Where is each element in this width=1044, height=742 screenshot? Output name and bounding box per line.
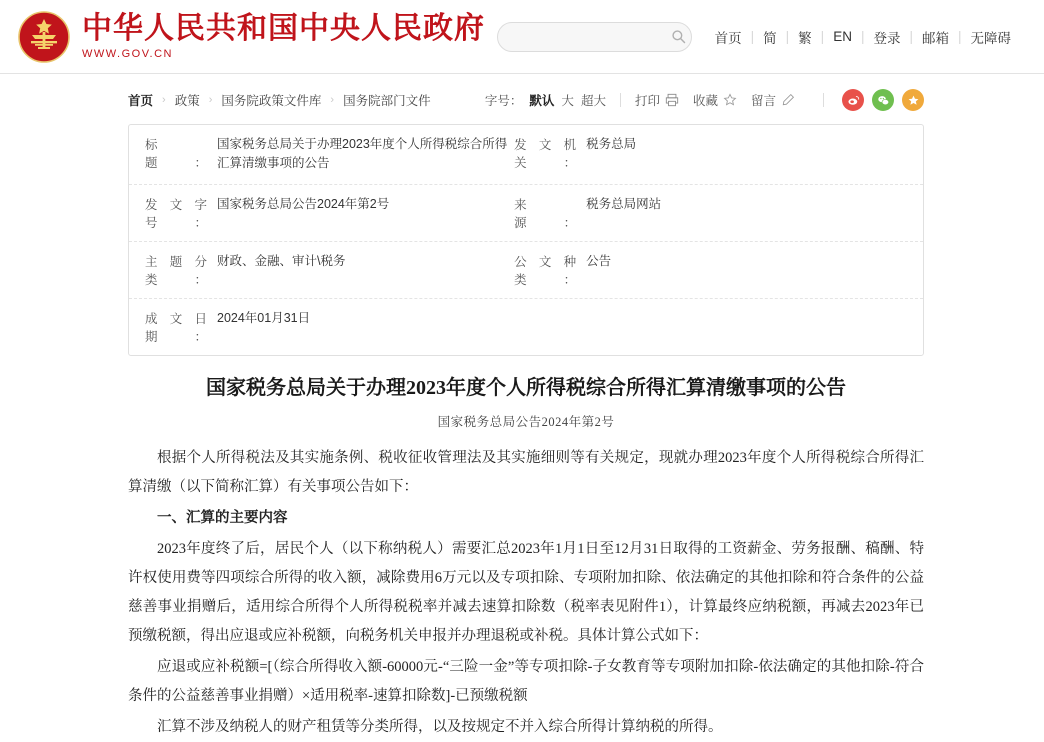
print-button[interactable] — [635, 91, 679, 109]
font-size-extra-large[interactable]: 超大 — [580, 94, 606, 108]
breadcrumb-separator: › — [162, 94, 166, 106]
top-link-login[interactable]: 登录 — [873, 30, 901, 46]
favorite-button[interactable] — [693, 91, 737, 109]
meta-cell-source — [510, 185, 923, 241]
printer-icon — [665, 93, 679, 107]
meta-label-doctype: 公文种类： — [514, 254, 577, 287]
search-input[interactable] — [512, 29, 671, 45]
site-header — [0, 0, 1044, 74]
top-link-accessibility[interactable]: 无障碍 — [970, 30, 1011, 46]
meta-label-date: 成文日期： — [145, 311, 207, 344]
pencil-icon — [781, 93, 795, 107]
document-number: 国家税务总局公告2024年第2号 — [437, 414, 615, 429]
meta-value-docnumber: 国家税务总局公告2024年第2号 — [217, 196, 390, 211]
top-link-home[interactable]: 首页 — [714, 30, 742, 46]
message-label: 留言 — [750, 94, 776, 108]
meta-value-source: 税务总局网站 — [586, 196, 662, 211]
article-paragraph: 汇算不涉及纳税人的财产租赁等分类所得，以及按规定不并入综合所得计算纳税的所得。 — [157, 718, 723, 735]
top-link-traditional[interactable]: 繁 — [798, 30, 812, 46]
font-size-label: 字号： — [484, 94, 523, 108]
page-title: 国家税务总局关于办理2023年度个人所得税综合所得汇算清缴事项的公告 — [206, 376, 846, 399]
wechat-icon — [877, 94, 890, 107]
article-paragraph: 应退或应补税额=[（综合所得收入额-60000元-“三险一金”等专项扣除-子女教育等专项附加扣除-依法确定的其他扣除-符合条件的公益慈善事业捐赠）×适用税率-速算扣除数]-已预缴税额 — [128, 658, 924, 704]
meta-cell-docnumber — [129, 185, 510, 241]
top-link-separator: | — [785, 29, 790, 44]
favorite-share-button[interactable] — [902, 89, 924, 111]
breadcrumb-item-department-docs[interactable]: 国务院部门文件 — [343, 94, 431, 108]
meta-label-docnumber: 发文字号： — [145, 197, 207, 230]
document-toolbar — [485, 89, 924, 111]
article-paragraph: 根据个人所得税法及其实施条例、税收征收管理法及其实施细则等有关规定，现就办理2023年度个人所得税综合所得汇算清缴（以下简称汇算）有关事项公告如下： — [128, 449, 924, 495]
breadcrumb-item-policy-library[interactable]: 国务院政策文件库 — [221, 94, 322, 108]
article-section-heading: 一、汇算的主要内容 — [157, 509, 288, 526]
article — [128, 374, 924, 742]
favorite-label: 收藏 — [692, 94, 718, 108]
breadcrumb-separator: › — [208, 94, 213, 106]
search-box[interactable] — [497, 22, 692, 52]
meta-label-category: 主题分类： — [145, 254, 207, 287]
font-size-large[interactable]: 大 — [561, 94, 574, 108]
breadcrumb-item-home[interactable]: 首页 — [128, 94, 154, 108]
meta-cell-issuer — [510, 125, 923, 184]
star-outline-icon — [723, 93, 737, 107]
brand — [82, 13, 485, 61]
meta-label-source: 来 源： — [514, 197, 577, 230]
top-link-english[interactable]: EN — [833, 29, 852, 44]
meta-cell-date — [129, 299, 923, 355]
weibo-icon — [847, 94, 860, 107]
article-body — [128, 444, 924, 742]
meta-row — [129, 242, 923, 299]
meta-cell-doctype — [510, 242, 923, 298]
wechat-share-button[interactable] — [872, 89, 894, 111]
top-link-mail[interactable]: 邮箱 — [921, 30, 949, 46]
meta-label-issuer: 发文机关： — [514, 138, 577, 170]
top-links — [706, 27, 1020, 47]
meta-row — [129, 299, 923, 355]
meta-value-doctype: 公告 — [586, 253, 612, 268]
header-right — [497, 22, 1020, 52]
brand-subtitle: WWW.GOV.CN — [82, 48, 173, 61]
article-paragraph: 2023年度终了后，居民个人（以下称纳税人）需要汇总2023年1月1日至12月31日取得的工资薪金、劳务报酬、稿酬、特许权使用费等四项综合所得的收入额，减除费用6万元以及专项扣除、专项附加扣除、依法确定的其他扣除和符合条件的公益慈善事业捐赠后，适用综合所得个人所得税税率并减去速算扣除数（税率表见附件1），计算最终应纳税额，再减去2023年已预缴税额，得出应退或应补税额，向税务机关申报并办理退税或补税。具体计算公式如下： — [128, 540, 924, 644]
top-link-simplified[interactable]: 简 — [763, 30, 777, 46]
share-buttons — [842, 89, 924, 111]
meta-value-date: 2024年01月31日 — [217, 310, 311, 325]
document-meta-table — [128, 124, 924, 356]
meta-value-title: 国家税务总局关于办理2023年度个人所得税综合所得汇算清缴事项的公告 — [217, 137, 508, 171]
meta-cell-category — [129, 242, 510, 298]
meta-label-title: 标 题： — [145, 138, 207, 170]
meta-row — [129, 125, 923, 185]
toolbar-divider — [620, 93, 621, 107]
meta-row — [129, 185, 923, 242]
breadcrumb-separator: › — [330, 94, 335, 106]
top-link-separator: | — [750, 29, 755, 44]
print-label: 打印 — [634, 94, 660, 108]
top-link-separator: | — [909, 29, 913, 44]
star-icon — [907, 94, 920, 107]
meta-value-category: 财政、金融、审计\税务 — [217, 253, 346, 268]
font-size-control — [485, 91, 606, 109]
message-button[interactable] — [751, 91, 795, 109]
top-link-separator: | — [957, 29, 962, 44]
top-link-separator: | — [860, 29, 865, 44]
brand-title: 中华人民共和国中央人民政府 — [82, 11, 485, 45]
toolbar-divider — [823, 93, 824, 107]
search-icon[interactable] — [671, 29, 686, 44]
breadcrumb-item-policy[interactable]: 政策 — [174, 94, 200, 108]
top-link-separator: | — [820, 29, 825, 44]
breadcrumb — [0, 80, 1044, 120]
meta-value-issuer: 税务总局 — [586, 137, 637, 151]
national-emblem-icon — [18, 11, 70, 63]
font-size-default[interactable]: 默认 — [529, 94, 555, 108]
meta-cell-title — [129, 125, 510, 184]
weibo-share-button[interactable] — [842, 89, 864, 111]
